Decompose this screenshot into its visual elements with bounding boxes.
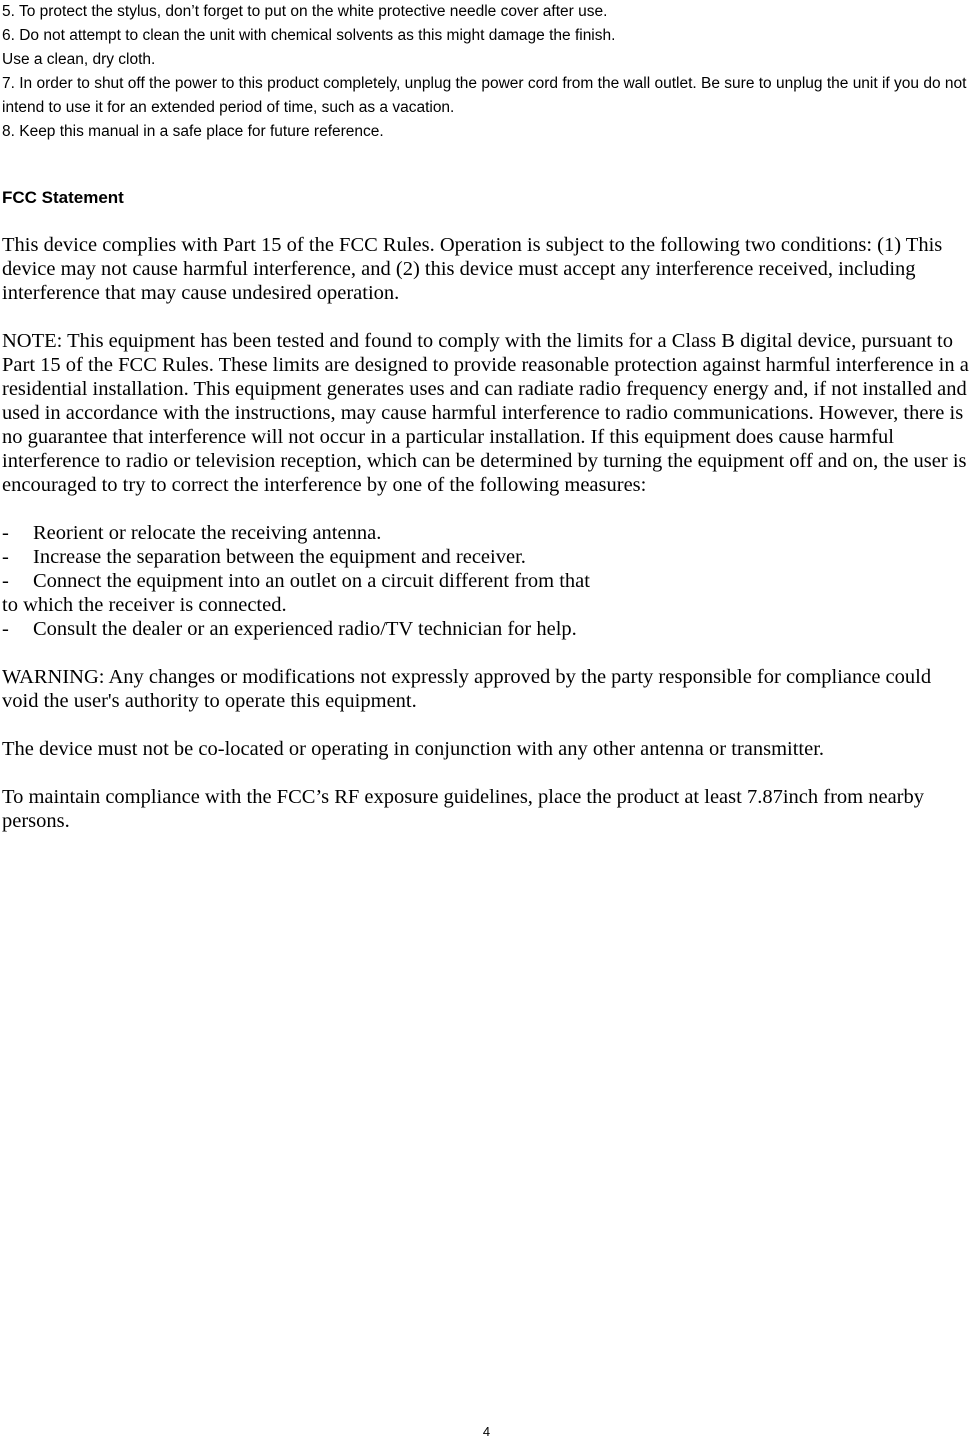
list-item-text: Increase the separation between the equipment and receiver.: [33, 546, 526, 568]
page-number: 4: [482, 1424, 491, 1439]
list-item: [2, 545, 971, 569]
care-notes: [2, 0, 971, 144]
rf-exposure-paragraph: To maintain compliance with the FCC’s RF exposure guidelines, place the product at least 7.87inch from nearby persons.: [2, 786, 924, 832]
note-7: 7. In order to shut off the power to this product completely, unplug the power cord from the wall outlet. Be sure to unplug the unit if you do not intend to use it for an extended period of time, such as a vacation.: [2, 75, 967, 116]
fcc-compliance-paragraph: This device complies with Part 15 of the FCC Rules. Operation is subject to the following two conditions: (1) This device may not cause harmful interference, and (2) this device must accept any interference received, including interference that may cause undesired operation.: [2, 234, 943, 304]
colocation-paragraph: The device must not be co-located or operating in conjunction with any other antenna or transmitter.: [2, 738, 825, 760]
note-5: 5. To protect the stylus, don’t forget to put on the white protective needle cover after use.: [2, 3, 608, 20]
list-dash: -: [2, 618, 9, 640]
interference-measures-list: [2, 521, 971, 641]
note-6: 6. Do not attempt to clean the unit with chemical solvents as this might damage the finish.: [2, 27, 616, 44]
list-item-text: Consult the dealer or an experienced radio/TV technician for help.: [33, 618, 577, 640]
fcc-statement-heading: FCC Statement: [2, 188, 124, 207]
list-item-continuation: [2, 593, 971, 617]
note-8: 8. Keep this manual in a safe place for future reference.: [2, 123, 384, 140]
list-item: [2, 521, 971, 545]
note-6-continuation: Use a clean, dry cloth.: [2, 51, 156, 68]
list-item: [2, 569, 971, 593]
list-item-text: Reorient or relocate the receiving antenna.: [33, 522, 382, 544]
fcc-note-paragraph: NOTE: This equipment has been tested and found to comply with the limits for a Class B digital device, pursuant to Part 15 of the FCC Rules. These limits are designed to provide reasonable protection against harmful interference in a residential installation. This equipment generates uses and can radiate radio frequency energy and, if not installed and used in accordance with the instructions, may cause harmful interference to radio communications. However, there is no guarantee that interference will not occur in a particular installation. If this equipment does cause harmful interference to radio or television reception, which can be determined by turning the equipment off and on, the user is encouraged to try to correct the interference by one of the following measures:: [2, 330, 969, 496]
list-dash: -: [2, 546, 9, 568]
warning-paragraph: WARNING: Any changes or modifications not expressly approved by the party responsible for compliance could void the user's authority to operate this equipment.: [2, 666, 932, 712]
list-item: [2, 617, 971, 641]
list-dash: -: [2, 522, 9, 544]
list-item-text: to which the receiver is connected.: [2, 594, 287, 616]
fcc-statement-body: [2, 233, 971, 857]
list-item-text: Connect the equipment into an outlet on a circuit different from that: [33, 570, 590, 592]
list-dash: -: [2, 570, 9, 592]
